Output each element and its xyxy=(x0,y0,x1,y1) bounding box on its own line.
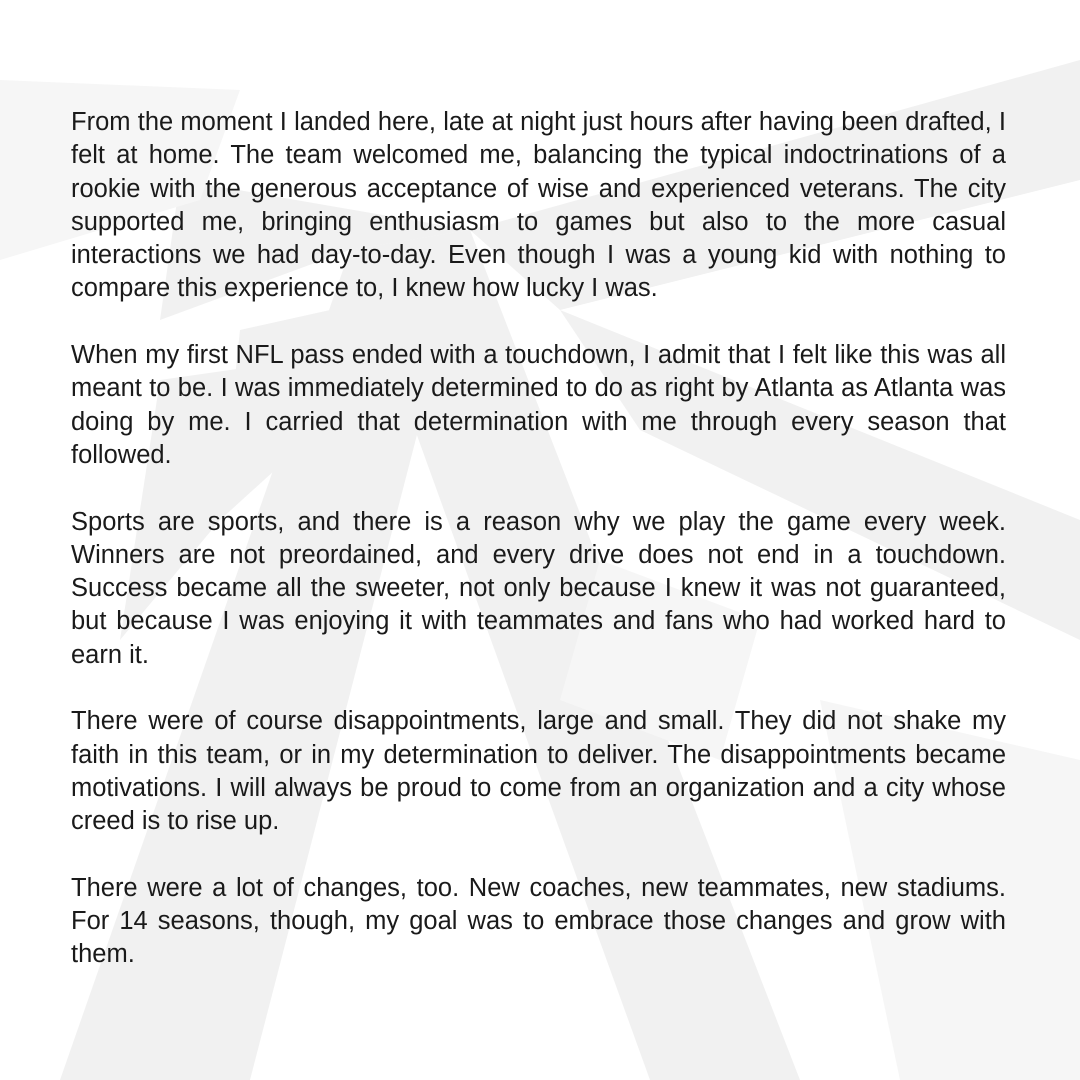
paragraph-5: There were a lot of changes, too. New coaches, new teammates, new stadiums. For 14 seasons, though, my goal was to embrace those changes and grow with them. xyxy=(71,873,1006,969)
letter-body xyxy=(71,106,1006,972)
paragraph-2: When my first NFL pass ended with a touchdown, I admit that I felt like this was all meant to be. I was immediately determined to do as right by Atlanta as Atlanta was doing by me. I carried that determination with me through every season that followed. xyxy=(71,341,1006,469)
paragraph-3: Sports are sports, and there is a reason why we play the game every week. Winners are not preordained, and every drive does not end in a touchdown. Success became all the sweeter, not only because I knew it was not guaranteed, but because I was enjoying it with teammates and fans who had worked hard to earn it. xyxy=(71,507,1006,669)
paragraph-4: There were of course disappointments, large and small. They did not shake my faith in this team, or in my determination to deliver. The disappointments became motivations. I will always be proud to come from an organization and a city whose creed is to rise up. xyxy=(71,707,1006,836)
paragraph-1: From the moment I landed here, late at night just hours after having been drafted, I felt at home. The team welcomed me, balancing the typical indoctrinations of a rookie with the generous acceptance of wise and experienced veterans. The city supported me, bringing enthusiasm to games but also to the more casual interactions we had day-to-day. Even though I was a young kid with nothing to compare this experience to, I knew how lucky I was. xyxy=(71,108,1006,303)
